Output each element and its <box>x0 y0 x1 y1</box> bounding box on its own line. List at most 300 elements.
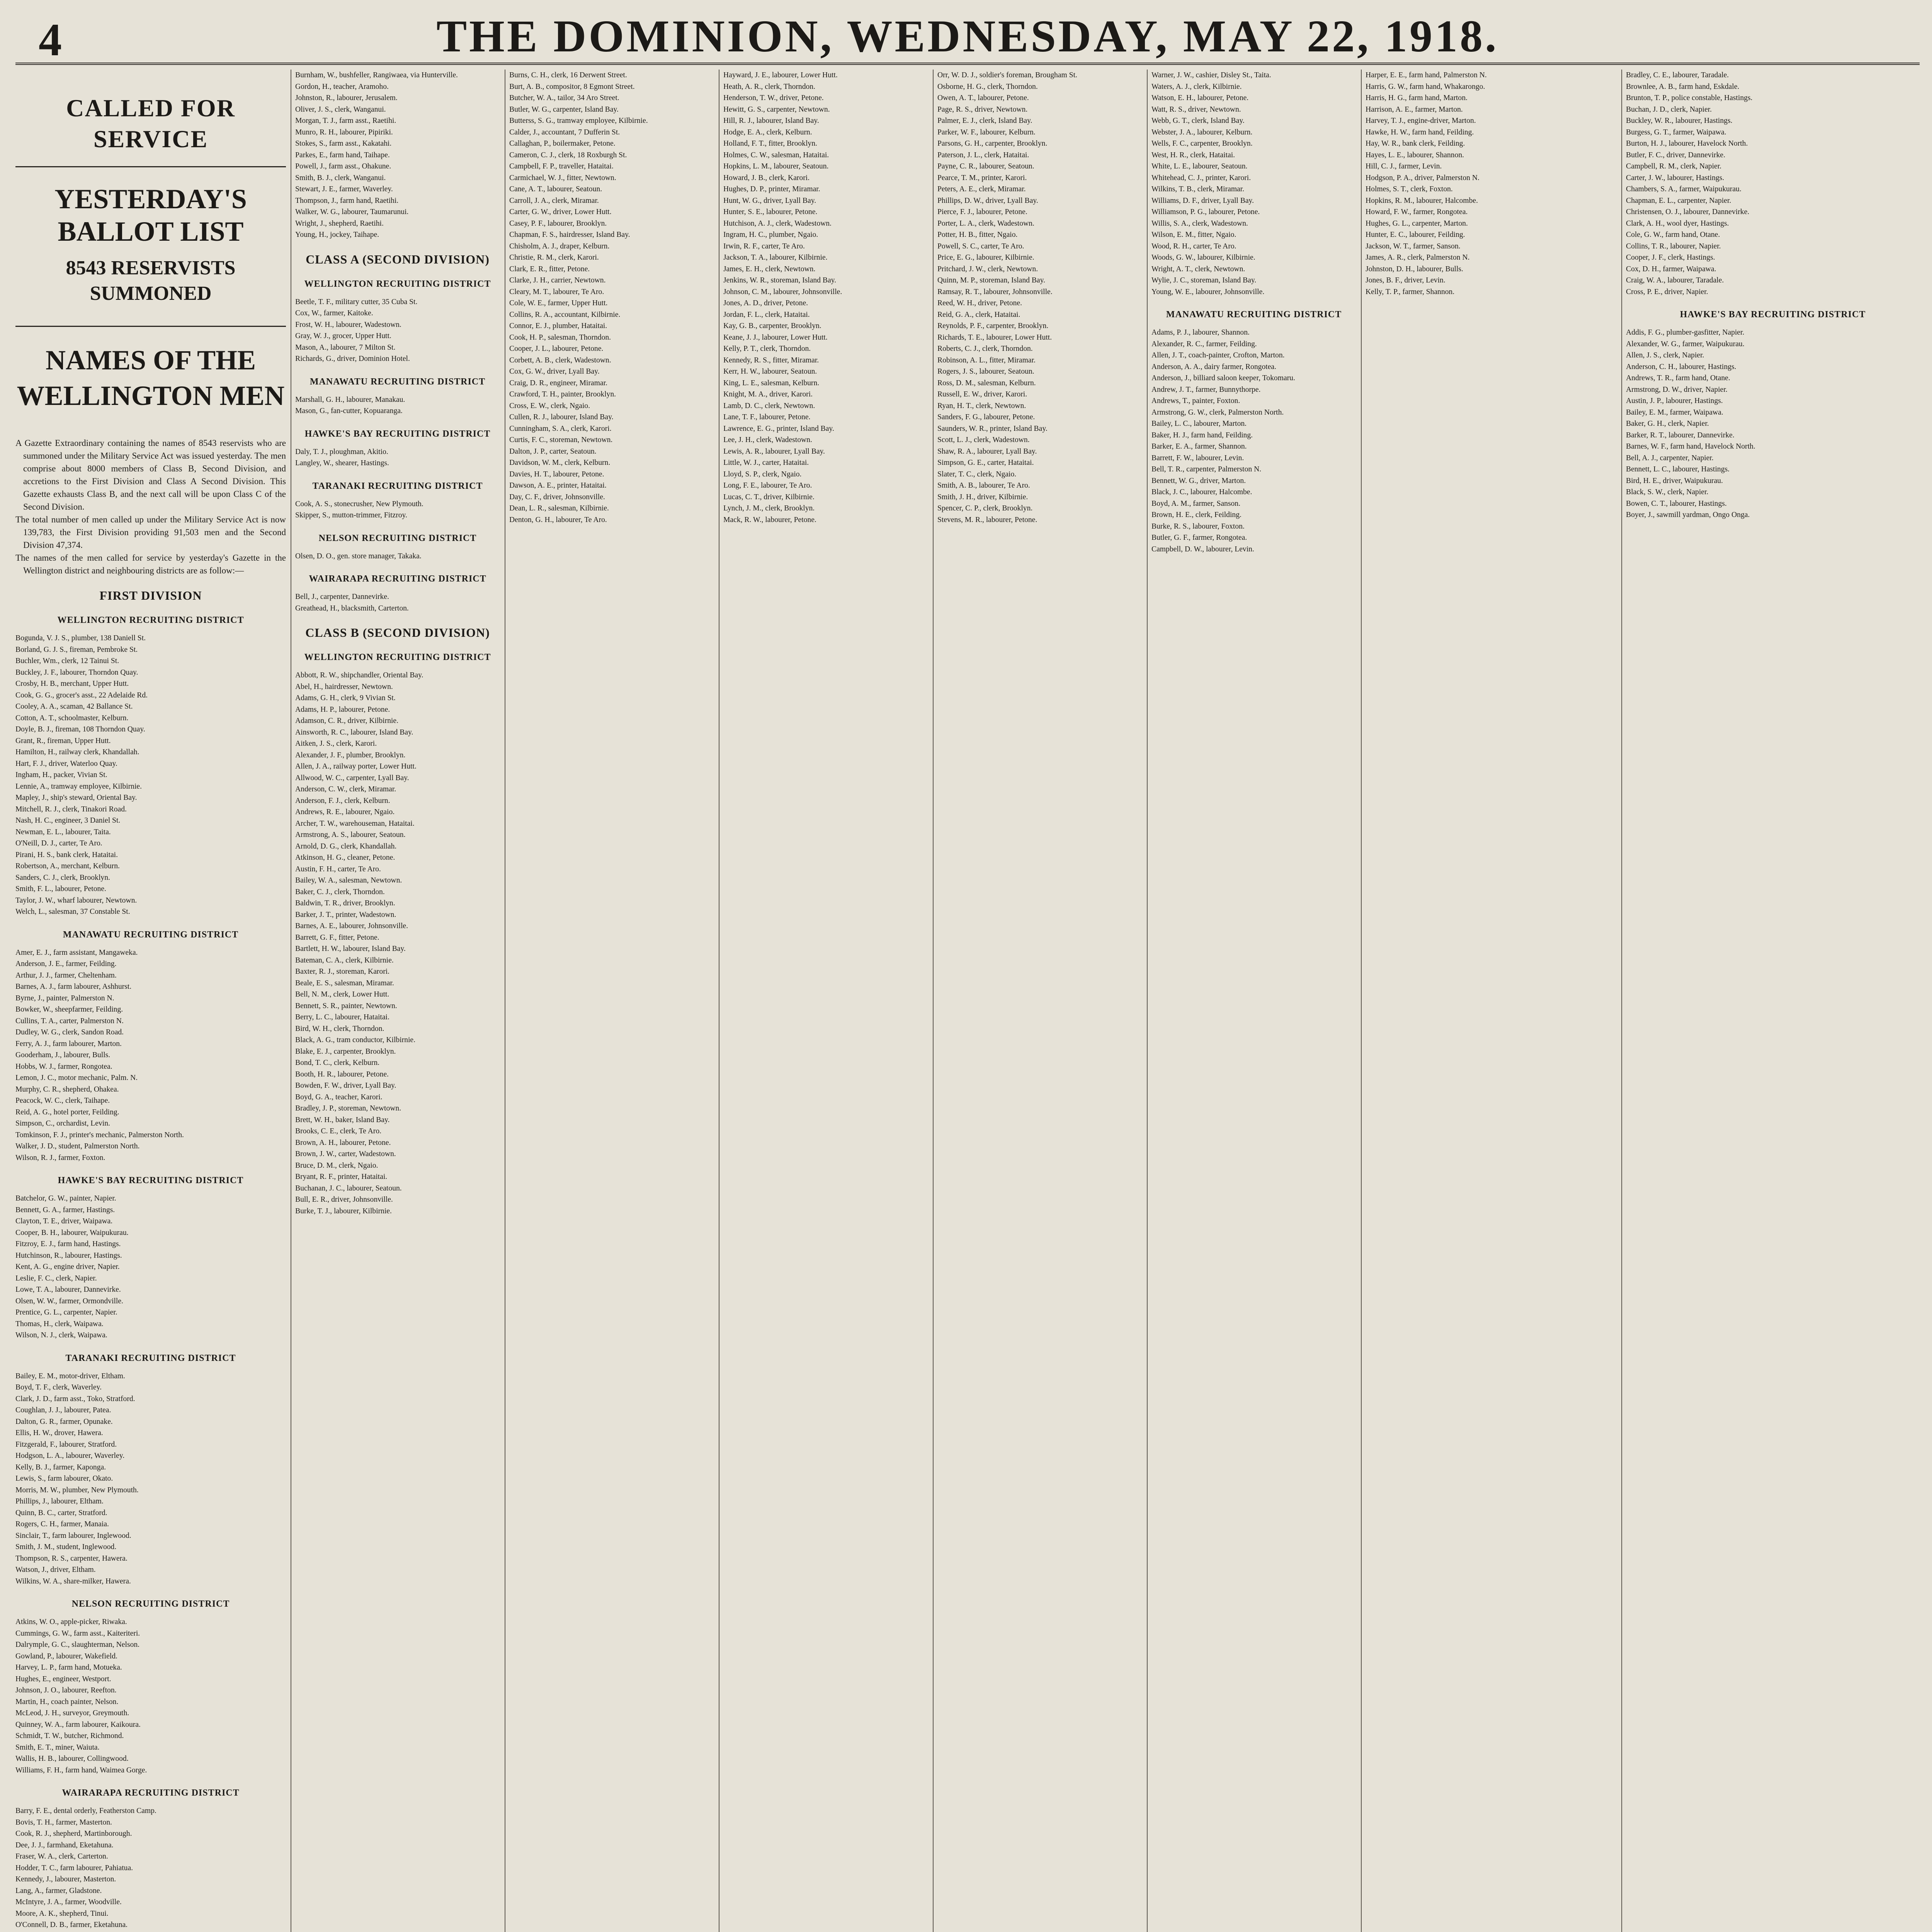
list-entry: Hunter, E. C., labourer, Feilding. <box>1366 231 1465 239</box>
list-entry: Hughes, E., engineer, Westport. <box>15 1675 111 1683</box>
column-5 <box>937 70 1142 1932</box>
list-entry: Cotton, A. T., schoolmaster, Kelburn. <box>15 714 129 722</box>
list-entry: Denton, G. H., labourer, Te Aro. <box>509 515 607 524</box>
list-entry: Lowe, T. A., labourer, Dannevirke. <box>15 1286 121 1294</box>
list-entry: Butler, G. F., farmer, Rongotea. <box>1151 534 1247 542</box>
list-entry: Arthur, J. J., farmer, Cheltenham. <box>15 971 117 980</box>
list-entry: Arnold, D. G., clerk, Khandallah. <box>295 842 397 850</box>
section-heading: CLASS A (SECOND DIVISION) <box>306 252 490 266</box>
list-entry: Jackson, T. A., labourer, Kilbirnie. <box>723 253 828 262</box>
list-entry: Brownlee, A. B., farm hand, Eskdale. <box>1626 82 1740 91</box>
list-entry: Wright, A. T., clerk, Newtown. <box>1151 265 1245 273</box>
list-entry: Harrison, A. E., farmer, Marton. <box>1366 105 1463 114</box>
list-entry: Adams, H. P., labourer, Petone. <box>295 705 390 714</box>
list-entry: Andrews, T. R., farm hand, Otane. <box>1626 374 1730 382</box>
list-entry: Carmichael, W. J., fitter, Newtown. <box>509 173 616 182</box>
masthead <box>15 5 1920 65</box>
column-rule <box>1361 70 1362 1932</box>
list-entry: Boyd, A. M., farmer, Sanson. <box>1151 499 1240 508</box>
list-entry: Jenkins, W. R., storeman, Island Bay. <box>723 276 837 284</box>
list-entry: Wilkins, T. B., clerk, Miramar. <box>1151 185 1245 193</box>
list-entry: Parker, W. F., labourer, Kelburn. <box>937 128 1036 136</box>
list-entry: Ingram, H. C., plumber, Ngaio. <box>723 231 818 239</box>
list-entry: Lawrence, E. G., printer, Island Bay. <box>723 424 834 433</box>
list-entry: Crosby, H. B., merchant, Upper Hutt. <box>15 680 129 688</box>
list-entry: Prentice, G. L., carpenter, Napier. <box>15 1308 117 1316</box>
list-entry: Alexander, R. C., farmer, Feilding. <box>1151 340 1257 348</box>
list-entry: Andrews, R. E., labourer, Ngaio. <box>295 808 395 816</box>
list-entry: Anderson, F. J., clerk, Kelburn. <box>295 796 390 805</box>
list-entry: Barrett, G. F., fitter, Petone. <box>295 933 379 942</box>
list-entry: Dudley, W. G., clerk, Sandon Road. <box>15 1028 124 1036</box>
list-entry: Bryant, R. F., printer, Hataitai. <box>295 1173 388 1181</box>
list-entry: Hodge, E. A., clerk, Kelburn. <box>723 128 812 136</box>
list-entry: Page, R. S., driver, Newtown. <box>937 105 1028 114</box>
list-entry: Christie, R. M., clerk, Karori. <box>509 253 599 262</box>
list-entry: Barrett, F. W., labourer, Levin. <box>1151 454 1244 462</box>
list-entry: Dalton, J. P., carter, Seatoun. <box>509 447 597 456</box>
list-entry: Clayton, T. E., driver, Waipawa. <box>15 1217 113 1225</box>
list-entry: Smith, F. L., labourer, Petone. <box>15 885 106 893</box>
list-entry: Lloyd, S. P., clerk, Ngaio. <box>723 470 802 478</box>
list-entry: Wallis, H. B., labourer, Collingwood. <box>15 1755 129 1763</box>
list-entry: Davies, H. T., labourer, Petone. <box>509 470 604 478</box>
list-entry: Peacock, W. C., clerk, Taihape. <box>15 1097 110 1105</box>
list-entry: Hayes, L. E., labourer, Shannon. <box>1366 151 1464 159</box>
list-entry: Skipper, S., mutton-trimmer, Fitzroy. <box>295 511 407 519</box>
list-entry: Young, W. E., labourer, Johnsonville. <box>1151 287 1265 296</box>
list-entry: Butler, W. G., carpenter, Island Bay. <box>509 105 619 114</box>
list-entry: Bull, E. R., driver, Johnsonville. <box>295 1196 393 1204</box>
list-entry: Lewis, S., farm labourer, Okato. <box>15 1475 113 1483</box>
list-entry: Clarke, J. H., carrier, Newtown. <box>509 276 606 284</box>
newspaper-title: THE DOMINION, WEDNESDAY, MAY 22, 1918. <box>436 11 1499 61</box>
list-entry: Beale, E. S., salesman, Miramar. <box>295 979 394 987</box>
name-list <box>937 70 1142 526</box>
list-entry: Clark, E. R., fitter, Petone. <box>509 265 590 273</box>
list-entry: Smith, A. B., labourer, Te Aro. <box>937 481 1030 490</box>
list-entry: Black, J. C., labourer, Halcombe. <box>1151 488 1252 496</box>
intro-paragraph: A Gazette Extraordinary containing the names of 8543 reservists who are summoned under the Military Service Act was issued yesterday. The men comprise about 8000 members of Class B, Second Division, and accretions to the First Division and Class A Second Division. This Gazette exhausts Class B, and the next call will be upon Class C of the Second Division. <box>15 438 286 512</box>
list-entry: Reynolds, P. F., carpenter, Brooklyn. <box>937 322 1049 330</box>
list-entry: Williams, F. H., farm hand, Waimea Gorge. <box>15 1766 147 1774</box>
district-heading: NELSON RECRUITING DISTRICT <box>318 533 477 543</box>
intro-paragraph: The total number of men called up under the Military Service Act is now 139,783, the First Division providing 91,503 men and the Second Division 47,374. <box>15 515 286 550</box>
list-entry: Butcher, W. A., tailor, 34 Aro Street. <box>509 94 619 102</box>
list-entry: Jones, B. F., driver, Levin. <box>1366 276 1446 284</box>
list-entry: Barker, J. T., printer, Wadestown. <box>295 910 396 919</box>
list-entry: Kennedy, R. S., fitter, Miramar. <box>723 356 819 364</box>
name-list <box>1366 70 1617 298</box>
name-list <box>1151 70 1356 298</box>
list-entry: Bateman, C. A., clerk, Kilbirnie. <box>295 956 394 964</box>
list-entry: Archer, T. W., warehouseman, Hataitai. <box>295 819 415 828</box>
list-entry: Hamilton, H., railway clerk, Khandallah. <box>15 748 139 756</box>
list-entry: Buchler, Wm., clerk, 12 Tainui St. <box>15 657 119 665</box>
list-entry: Wright, J., shepherd, Raetihi. <box>295 219 384 228</box>
headline-ballot-list: YESTERDAY'S BALLOT LIST <box>15 166 286 248</box>
list-entry: Bailey, E. M., motor-driver, Eltham. <box>15 1372 125 1380</box>
district-heading: MANAWATU RECRUITING DISTRICT <box>63 929 239 940</box>
list-entry: Campbell, D. W., labourer, Levin. <box>1151 545 1254 553</box>
list-entry: Bowen, C. T., labourer, Hastings. <box>1626 499 1727 508</box>
list-entry: Pearce, T. M., printer, Karori. <box>937 173 1027 182</box>
list-entry: Lynch, J. M., clerk, Brooklyn. <box>723 504 815 512</box>
list-entry: Smith, E. T., miner, Waiuta. <box>15 1743 100 1752</box>
list-entry: Cane, A. T., labourer, Seatoun. <box>509 185 602 193</box>
list-entry: Kennedy, J., labourer, Masterton. <box>15 1875 116 1883</box>
list-entry: Nash, H. C., engineer, 3 Daniel St. <box>15 816 121 825</box>
list-entry: Gowland, P., labourer, Wakefield. <box>15 1652 117 1660</box>
list-entry: Ainsworth, R. C., labourer, Island Bay. <box>295 728 413 736</box>
list-entry: King, L. E., salesman, Kelburn. <box>723 379 820 387</box>
list-entry: Johnson, C. M., labourer, Johnsonville. <box>723 287 842 296</box>
list-entry: Osborne, H. G., clerk, Thorndon. <box>937 82 1038 91</box>
list-entry: Schmidt, T. W., butcher, Richmond. <box>15 1732 124 1740</box>
list-entry: Crawford, T. H., painter, Brooklyn. <box>509 390 616 398</box>
list-entry: Barnes, A. E., labourer, Johnsonville. <box>295 922 408 930</box>
list-entry: Hunt, W. G., driver, Lyall Bay. <box>723 196 816 205</box>
list-entry: Anderson, C. H., labourer, Hastings. <box>1626 362 1736 371</box>
list-entry: Bowden, F. W., driver, Lyall Bay. <box>295 1082 396 1090</box>
list-entry: Knight, M. A., driver, Karori. <box>723 390 813 398</box>
name-list <box>295 591 500 614</box>
list-entry: Hughes, G. L., carpenter, Marton. <box>1366 219 1468 228</box>
list-entry: Burke, T. J., labourer, Kilbirnie. <box>295 1207 392 1215</box>
list-entry: Bennett, G. A., farmer, Hastings. <box>15 1206 115 1214</box>
list-entry: Bell, A. J., carpenter, Napier. <box>1626 454 1714 462</box>
list-entry: Holland, F. T., fitter, Brooklyn. <box>723 139 817 148</box>
list-entry: Bell, T. R., carpenter, Palmerston N. <box>1151 465 1262 473</box>
list-entry: Campbell, R. M., clerk, Napier. <box>1626 162 1722 170</box>
list-entry: Olsen, D. O., gen. store manager, Takaka. <box>295 552 422 560</box>
list-entry: Frost, W. H., labourer, Wadestown. <box>295 320 401 329</box>
list-entry: Dalton, G. R., farmer, Opunake. <box>15 1417 113 1426</box>
list-entry: Brown, A. H., labourer, Petone. <box>295 1138 391 1147</box>
list-entry: Keane, J. J., labourer, Lower Hutt. <box>723 333 828 342</box>
list-entry: Cross, E. W., clerk, Ngaio. <box>509 401 590 410</box>
name-list <box>295 296 500 365</box>
name-list <box>15 947 286 1164</box>
list-entry: Lemon, J. C., motor mechanic, Palm. N. <box>15 1074 138 1082</box>
list-entry: Young, H., jockey, Taihape. <box>295 231 379 239</box>
list-entry: Andrew, J. T., farmer, Bunnythorpe. <box>1151 385 1261 394</box>
list-entry: Bond, T. C., clerk, Kelburn. <box>295 1059 380 1067</box>
list-entry: Hawke, H. W., farm hand, Feilding. <box>1366 128 1474 136</box>
list-entry: Jordan, F. L., clerk, Hataitai. <box>723 310 810 319</box>
list-entry: Dee, J. J., farmhand, Eketahuna. <box>15 1841 114 1849</box>
list-entry: Boyd, T. F., clerk, Waverley. <box>15 1383 102 1391</box>
name-list <box>295 446 500 469</box>
list-entry: Scott, L. J., clerk, Wadestown. <box>937 436 1030 444</box>
name-list <box>1151 327 1356 555</box>
district-heading: HAWKE'S BAY RECRUITING DISTRICT <box>58 1175 244 1185</box>
list-entry: Gooderham, J., labourer, Bulls. <box>15 1051 111 1059</box>
list-entry: Powell, J., farm asst., Ohakune. <box>295 162 391 170</box>
list-entry: West, H. R., clerk, Hataitai. <box>1151 151 1235 159</box>
list-entry: Hill, R. J., labourer, Island Bay. <box>723 117 819 125</box>
list-entry: Tomkinson, F. J., printer's mechanic, Palmerston North. <box>15 1131 184 1139</box>
list-entry: Welch, L., salesman, 37 Constable St. <box>15 908 130 916</box>
list-entry: Sanders, C. J., clerk, Brooklyn. <box>15 873 110 882</box>
list-entry: Ellis, H. W., drover, Hawera. <box>15 1429 103 1437</box>
list-entry: Porter, L. A., clerk, Wadestown. <box>937 219 1034 228</box>
list-entry: Russell, E. W., driver, Karori. <box>937 390 1027 398</box>
list-entry: Paterson, J. L., clerk, Hataitai. <box>937 151 1029 159</box>
list-entry: Parkes, E., farm hand, Taihape. <box>295 151 390 159</box>
column-2 <box>295 70 500 1932</box>
list-entry: Carter, G. W., driver, Lower Hutt. <box>509 208 612 216</box>
list-entry: Buchan, J. D., clerk, Napier. <box>1626 105 1712 114</box>
list-entry: Ross, D. M., salesman, Kelburn. <box>937 379 1036 387</box>
list-entry: Moore, A. K., shepherd, Tinui. <box>15 1909 109 1918</box>
list-entry: James, A. R., clerk, Palmerston N. <box>1366 253 1470 262</box>
list-entry: Simpson, G. E., carter, Hataitai. <box>937 459 1034 467</box>
list-entry: Grant, R., fireman, Upper Hutt. <box>15 736 111 745</box>
list-entry: Cullen, R. J., labourer, Island Bay. <box>509 413 614 421</box>
list-entry: Powell, S. C., carter, Te Aro. <box>937 242 1024 250</box>
list-entry: Wood, R. H., carter, Te Aro. <box>1151 242 1236 250</box>
list-entry: Wilson, N. J., clerk, Waipawa. <box>15 1331 107 1339</box>
list-entry: Morgan, T. J., farm asst., Raetihi. <box>295 117 396 125</box>
district-heading: WELLINGTON RECRUITING DISTRICT <box>304 279 491 289</box>
list-entry: Baker, C. J., clerk, Thorndon. <box>295 888 385 896</box>
list-entry: Callaghan, P., boilermaker, Petone. <box>509 139 616 148</box>
name-list <box>15 1616 286 1776</box>
column-8 <box>1626 70 1920 1932</box>
list-entry: White, L. E., labourer, Seatoun. <box>1151 162 1248 170</box>
list-entry: Campbell, F. P., traveller, Hataitai. <box>509 162 614 170</box>
list-entry: Cameron, C. J., clerk, 18 Roxburgh St. <box>509 151 627 159</box>
list-entry: Watson, E. H., labourer, Petone. <box>1151 94 1249 102</box>
list-entry: Barnes, W. F., farm hand, Havelock North. <box>1626 442 1755 451</box>
list-entry: Munro, R. H., labourer, Pipiriki. <box>295 128 393 136</box>
list-entry: Lucas, C. T., driver, Kilbirnie. <box>723 493 815 501</box>
list-entry: Mason, G., fan-cutter, Kopuaranga. <box>295 407 403 415</box>
list-entry: Carter, J. W., labourer, Hastings. <box>1626 173 1725 182</box>
list-entry: Orr, W. D. J., soldier's foreman, Brougham St. <box>937 71 1077 79</box>
list-entry: Pritchard, J. W., clerk, Newtown. <box>937 265 1038 273</box>
list-entry: Burnham, W., bushfeller, Rangiwaea, via Hunterville. <box>295 71 458 79</box>
list-entry: Lennie, A., tramway employee, Kilbirnie. <box>15 782 142 791</box>
list-entry: Wells, F. C., carpenter, Brooklyn. <box>1151 139 1253 148</box>
list-entry: Waters, A. J., clerk, Kilbirnie. <box>1151 82 1242 91</box>
list-entry: Phillips, J., labourer, Eltham. <box>15 1497 104 1505</box>
list-entry: Martin, H., coach painter, Nelson. <box>15 1697 119 1706</box>
list-entry: Bell, J., carpenter, Dannevirke. <box>295 593 389 601</box>
list-entry: Bird, H. E., driver, Waipukurau. <box>1626 476 1723 485</box>
name-list <box>15 633 286 918</box>
list-entry: Bovis, T. H., farmer, Masterton. <box>15 1818 112 1827</box>
list-entry: Irwin, R. F., carter, Te Aro. <box>723 242 805 250</box>
headline-names: NAMES OF THE WELLINGTON MEN <box>15 326 286 413</box>
list-entry: Henderson, T. W., driver, Petone. <box>723 94 824 102</box>
list-entry: Baker, G. H., clerk, Napier. <box>1626 420 1709 428</box>
list-entry: Cooper, J. L., labourer, Petone. <box>509 345 604 353</box>
list-entry: Baker, H. J., farm hand, Feilding. <box>1151 431 1253 439</box>
list-entry: Lamb, D. C., clerk, Newtown. <box>723 401 815 410</box>
district-heading: MANAWATU RECRUITING DISTRICT <box>1166 310 1342 320</box>
list-entry: Webster, J. A., labourer, Kelburn. <box>1151 128 1253 136</box>
list-entry: Lang, A., farmer, Gladstone. <box>15 1886 102 1895</box>
district-heading: MANAWATU RECRUITING DISTRICT <box>310 376 486 387</box>
list-entry: Cummings, G. W., farm asst., Kaiteriteri. <box>15 1629 140 1638</box>
list-entry: Dalrymple, G. C., slaughterman, Nelson. <box>15 1641 140 1649</box>
list-entry: Jackson, W. T., farmer, Sanson. <box>1366 242 1461 250</box>
list-entry: Hay, W. R., bank clerk, Feilding. <box>1366 139 1465 148</box>
list-entry: Murphy, C. R., shepherd, Ohakea. <box>15 1085 119 1094</box>
list-entry: Chapman, E. L., carpenter, Napier. <box>1626 196 1731 205</box>
column-rule <box>1147 70 1148 1932</box>
list-entry: Fitzgerald, F., labourer, Stratford. <box>15 1440 117 1449</box>
section-heading: FIRST DIVISION <box>99 588 202 602</box>
list-entry: Mack, R. W., labourer, Petone. <box>723 515 816 524</box>
list-entry: Cooper, B. H., labourer, Waipukurau. <box>15 1228 129 1237</box>
list-entry: Davidson, W. M., clerk, Kelburn. <box>509 459 611 467</box>
list-entry: Slater, T. C., clerk, Ngaio. <box>937 470 1017 478</box>
list-entry: Alexander, J. F., plumber, Brooklyn. <box>295 751 406 759</box>
list-entry: Hart, F. J., driver, Waterloo Quay. <box>15 759 117 768</box>
list-entry: Bailey, E. M., farmer, Waipawa. <box>1626 408 1723 417</box>
list-entry: Craig, W. A., labourer, Taradale. <box>1626 276 1724 284</box>
list-entry: Atkins, W. O., apple-picker, Riwaka. <box>15 1618 127 1626</box>
column-rule <box>933 70 934 1932</box>
list-entry: Shaw, R. A., labourer, Lyall Bay. <box>937 447 1037 456</box>
list-entry: Barker, R. T., labourer, Dannevirke. <box>1626 431 1735 439</box>
name-list <box>1626 327 1920 521</box>
name-list <box>723 70 928 526</box>
list-entry: Allen, J. S., clerk, Napier. <box>1626 351 1704 359</box>
list-entry: Stokes, S., farm asst., Kakatahi. <box>295 139 392 148</box>
list-entry: Burgess, G. T., farmer, Waipawa. <box>1626 128 1726 136</box>
list-entry: Thompson, J., farm hand, Raetihi. <box>295 196 399 205</box>
list-entry: Harris, H. G., farm hand, Marton. <box>1366 94 1468 102</box>
list-entry: Owen, A. T., labourer, Petone. <box>937 94 1029 102</box>
list-entry: Watt, R. S., driver, Newtown. <box>1151 105 1241 114</box>
list-entry: Anderson, J. E., farmer, Feilding. <box>15 960 117 968</box>
list-entry: Bradley, C. E., labourer, Taradale. <box>1626 71 1729 79</box>
list-entry: Allen, J. T., coach-painter, Crofton, Marton. <box>1151 351 1285 359</box>
list-entry: Bogunda, V. J. S., plumber, 138 Daniell St. <box>15 634 146 642</box>
list-entry: Hayward, J. E., labourer, Lower Hutt. <box>723 71 838 79</box>
list-entry: Quinn, M. P., storeman, Island Bay. <box>937 276 1046 284</box>
list-entry: Warner, J. W., cashier, Disley St., Taita. <box>1151 71 1271 79</box>
list-entry: Reid, A. G., hotel porter, Feilding. <box>15 1108 119 1116</box>
list-entry: Howard, J. B., clerk, Karori. <box>723 173 810 182</box>
list-entry: Rogers, J. S., labourer, Seatoun. <box>937 367 1034 376</box>
list-entry: Christensen, O. J., labourer, Dannevirke. <box>1626 208 1750 216</box>
list-entry: Cook, H. P., salesman, Thorndon. <box>509 333 611 342</box>
list-entry: Wilson, E. M., fitter, Ngaio. <box>1151 231 1236 239</box>
list-entry: Cullins, T. A., carter, Palmerston N. <box>15 1017 124 1025</box>
list-entry: Wylie, J. C., storeman, Island Bay. <box>1151 276 1257 284</box>
list-entry: McIntyre, J. A., farmer, Woodville. <box>15 1898 122 1906</box>
list-entry: Watson, J., driver, Eltham. <box>15 1566 96 1574</box>
list-entry: Thomas, H., clerk, Waipawa. <box>15 1320 104 1328</box>
list-entry: Batchelor, G. W., painter, Napier. <box>15 1194 116 1202</box>
list-entry: Beetle, T. F., military cutter, 35 Cuba St. <box>295 298 418 306</box>
list-entry: Hopkins, R. M., labourer, Halcombe. <box>1366 196 1478 205</box>
list-entry: Curtis, F. C., storeman, Newtown. <box>509 436 613 444</box>
list-entry: Kelly, B. J., farmer, Kaponga. <box>15 1463 106 1471</box>
list-entry: Johnston, R., labourer, Jerusalem. <box>295 94 398 102</box>
district-heading: TARANAKI RECRUITING DISTRICT <box>65 1353 236 1363</box>
list-entry: Kelly, T. P., farmer, Shannon. <box>1366 287 1455 296</box>
list-entry: Walker, W. G., labourer, Taumarunui. <box>295 208 409 216</box>
list-entry: Gray, W. J., grocer, Upper Hutt. <box>295 332 391 340</box>
list-entry: McLeod, J. H., surveyor, Greymouth. <box>15 1709 129 1717</box>
list-entry: Hutchinson, R., labourer, Hastings. <box>15 1251 122 1260</box>
name-list <box>15 1805 286 1932</box>
column-7 <box>1366 70 1617 1932</box>
section-heading: CLASS B (SECOND DIVISION) <box>305 626 490 639</box>
list-entry: Kelly, P. T., clerk, Thorndon. <box>723 345 811 353</box>
list-entry: Abbott, R. W., shipchandler, Oriental Bay. <box>295 671 423 679</box>
list-entry: Ramsay, R. T., labourer, Johnsonville. <box>937 287 1053 296</box>
list-entry: Brown, H. E., clerk, Feilding. <box>1151 511 1242 519</box>
list-entry: Sanders, F. G., labourer, Petone. <box>937 413 1035 421</box>
list-entry: Blake, E. J., carpenter, Brooklyn. <box>295 1047 396 1056</box>
list-entry: Berry, L. C., labourer, Hataitai. <box>295 1013 389 1021</box>
list-entry: Barry, F. E., dental orderly, Featherston Camp. <box>15 1807 156 1815</box>
list-entry: Peters, A. E., clerk, Miramar. <box>937 185 1026 193</box>
list-entry: Cleary, M. T., labourer, Te Aro. <box>509 287 604 296</box>
list-entry: Craig, D. R., engineer, Miramar. <box>509 379 607 387</box>
list-entry: Amer, E. J., farm assistant, Mangaweka. <box>15 948 138 957</box>
list-entry: Cross, P. E., driver, Napier. <box>1626 287 1708 296</box>
name-list <box>295 551 500 562</box>
list-entry: Heath, A. R., clerk, Thorndon. <box>723 82 815 91</box>
list-entry: James, E. H., clerk, Newtown. <box>723 265 816 273</box>
list-entry: Cooper, J. F., clerk, Hastings. <box>1626 253 1715 262</box>
list-entry: Reid, G. A., clerk, Hataitai. <box>937 310 1020 319</box>
list-entry: Morris, M. W., plumber, New Plymouth. <box>15 1486 139 1494</box>
list-entry: Borland, G. J. S., fireman, Pembroke St. <box>15 645 138 654</box>
list-entry: O'Neill, D. J., carter, Te Aro. <box>15 839 102 847</box>
list-entry: Cox, W., farmer, Kaitoke. <box>295 309 373 317</box>
list-entry: Allen, J. A., railway porter, Lower Hutt. <box>295 762 417 770</box>
list-entry: Casey, P. F., labourer, Brooklyn. <box>509 219 607 228</box>
list-entry: Spencer, C. P., clerk, Brooklyn. <box>937 504 1033 512</box>
list-entry: Austin, F. H., carter, Te Aro. <box>295 865 381 873</box>
list-entry: Brett, W. H., baker, Island Bay. <box>295 1116 390 1124</box>
name-list <box>295 70 500 241</box>
list-entry: Byrne, J., painter, Palmerston N. <box>15 994 114 1002</box>
column-6 <box>1151 70 1356 1932</box>
list-entry: Cunningham, S. A., clerk, Karori. <box>509 424 612 433</box>
list-entry: Addis, F. G., plumber-gasfitter, Napier. <box>1626 328 1745 337</box>
list-entry: Roberts, C. J., clerk, Thorndon. <box>937 345 1033 353</box>
district-heading: WAIRARAPA RECRUITING DISTRICT <box>62 1788 240 1798</box>
list-entry: Clark, A. H., wool dyer, Hastings. <box>1626 219 1729 228</box>
list-entry: Lewis, A. R., labourer, Lyall Bay. <box>723 447 825 456</box>
list-entry: Harris, G. W., farm hand, Whakarongo. <box>1366 82 1485 91</box>
list-entry: Olsen, W. W., farmer, Ormondville. <box>15 1297 123 1305</box>
list-entry: Simpson, C., orchardist, Levin. <box>15 1119 110 1128</box>
list-entry: Boyd, G. A., teacher, Karori. <box>295 1093 383 1101</box>
list-entry: Hodder, T. C., farm labourer, Pahiatua. <box>15 1864 133 1872</box>
list-entry: Butler, F. C., driver, Dannevirke. <box>1626 151 1725 159</box>
list-entry: Howard, F. W., farmer, Rongotea. <box>1366 208 1468 216</box>
list-entry: Bartlett, H. W., labourer, Island Bay. <box>295 945 406 953</box>
list-entry: Bowker, W., sheepfarmer, Feilding. <box>15 1005 123 1014</box>
list-entry: Butterss, S. G., tramway employee, Kilbirnie. <box>509 117 648 125</box>
name-list <box>15 1371 286 1587</box>
name-list <box>295 394 500 417</box>
list-entry: Allwood, W. C., carpenter, Lyall Bay. <box>295 774 409 782</box>
list-entry: Collins, R. A., accountant, Kilbirnie. <box>509 310 621 319</box>
list-entry: Oliver, J. S., clerk, Wanganui. <box>295 105 386 114</box>
